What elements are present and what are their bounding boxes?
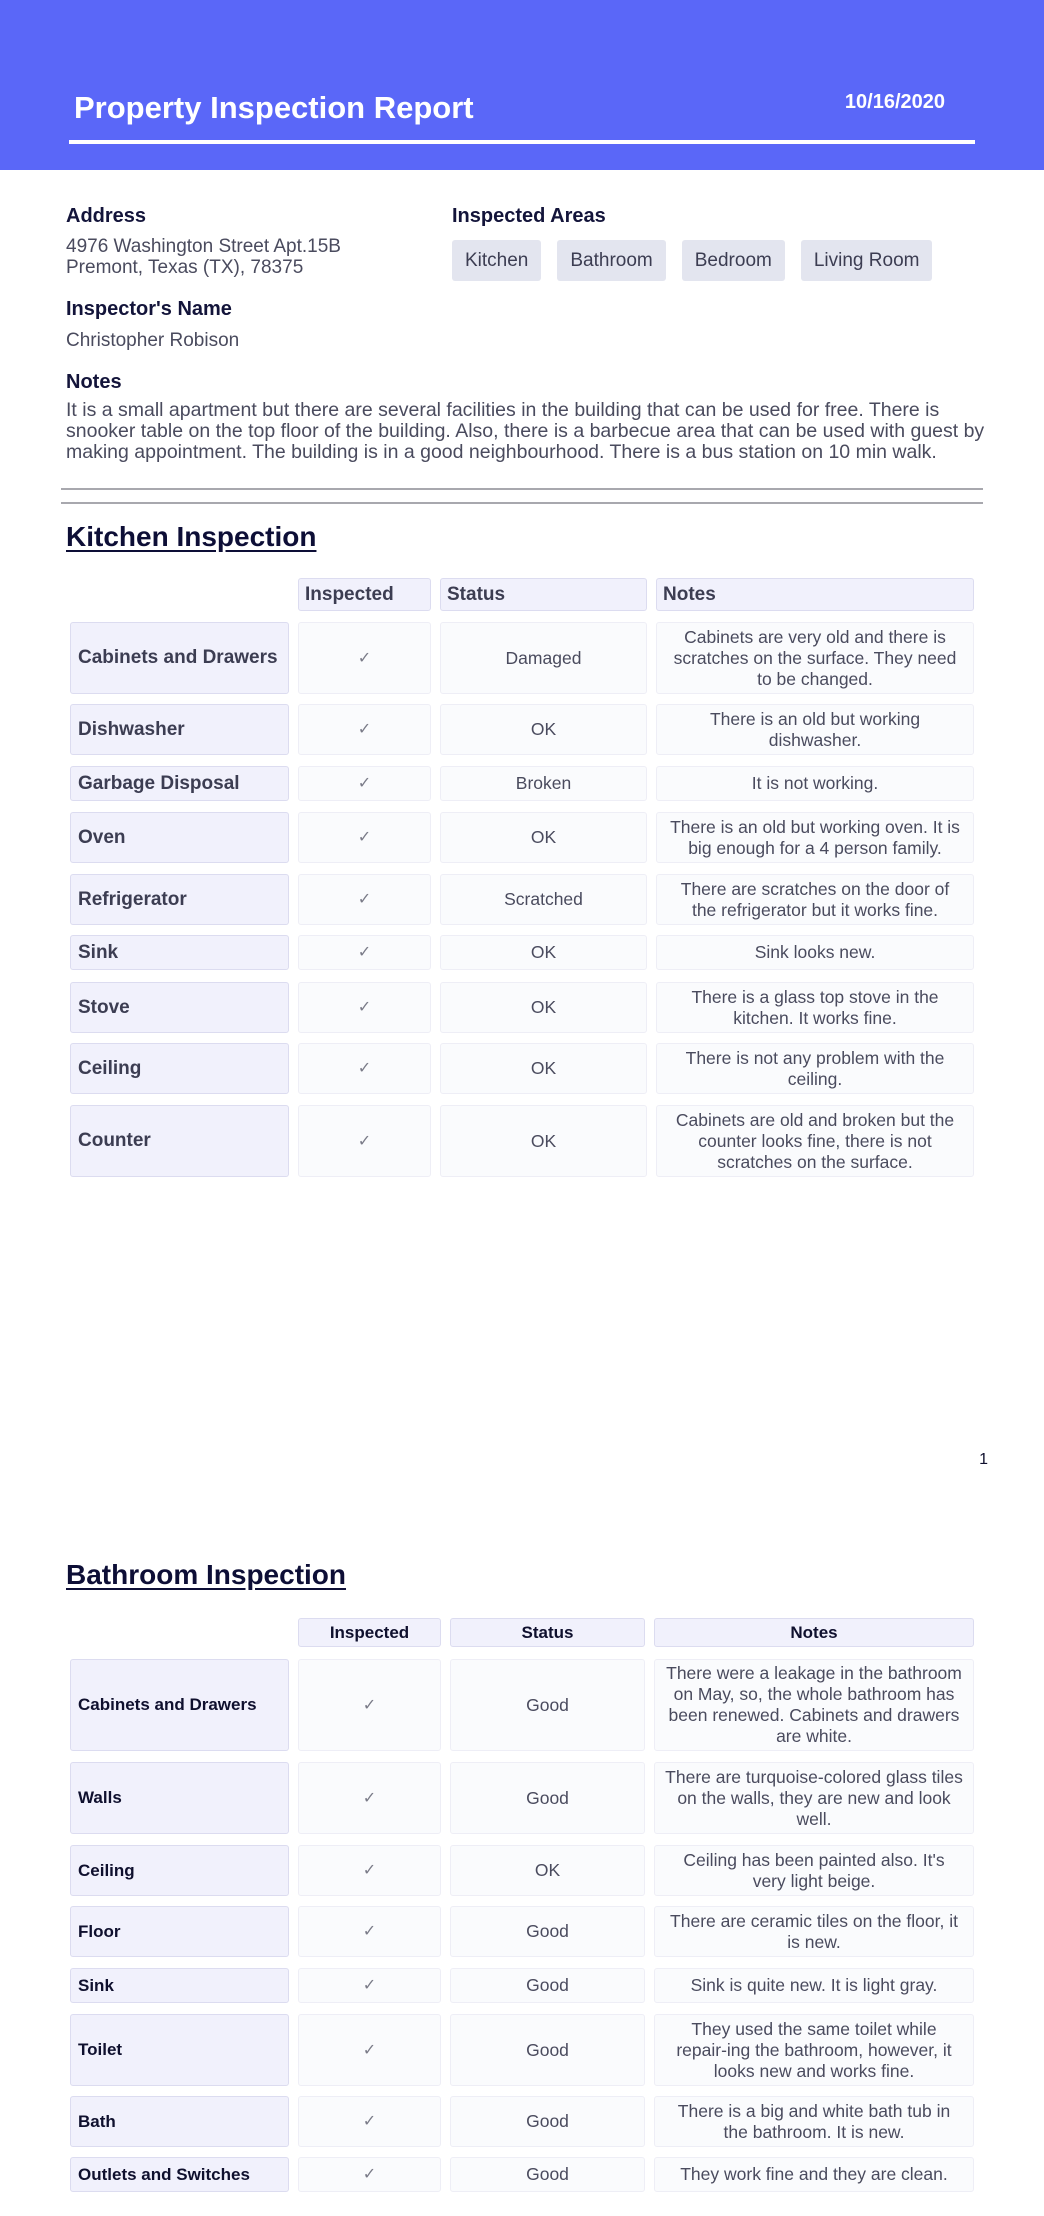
kitchen-row-inspected <box>298 982 431 1033</box>
kitchen-row-item: Dishwasher <box>70 704 289 755</box>
bathroom-row-inspected <box>298 1762 441 1834</box>
kitchen-row-notes: There are scratches on the door of the refrigerator but it works fine. <box>656 874 974 925</box>
bathroom-col-inspected: Inspected <box>298 1618 441 1647</box>
check-icon: ✓ <box>357 775 372 792</box>
header-divider <box>69 140 975 144</box>
kitchen-row-status: Damaged <box>440 622 647 694</box>
kitchen-row-status: Broken <box>440 766 647 801</box>
kitchen-row-notes: There is not any problem with the ceiling. <box>656 1043 974 1094</box>
bathroom-row-notes: There were a leakage in the bathroom on May, so, the whole bathroom has been renewed. Cabinets and drawers are white. <box>654 1659 974 1751</box>
bathroom-row-item: Outlets and Switches <box>70 2157 289 2192</box>
bathroom-row-item: Cabinets and Drawers <box>70 1659 289 1751</box>
inspector-name: Christopher Robison <box>66 330 240 351</box>
kitchen-col-inspected: Inspected <box>298 578 431 611</box>
kitchen-row-status: OK <box>440 935 647 970</box>
kitchen-row-status: Scratched <box>440 874 647 925</box>
kitchen-row-inspected <box>298 766 431 801</box>
bathroom-row-status: Good <box>450 2157 645 2192</box>
inspected-areas-label: Inspected Areas <box>452 205 606 227</box>
kitchen-row-item: Ceiling <box>70 1043 289 1094</box>
kitchen-row-item: Garbage Disposal <box>70 766 289 801</box>
bathroom-row-notes: There are ceramic tiles on the floor, it is new. <box>654 1906 974 1957</box>
area-chip-bathroom: Bathroom <box>557 240 665 281</box>
bathroom-row-notes: They used the same toilet while repair-ing the bathroom, however, it looks new and works fine. <box>654 2014 974 2086</box>
address-line-1: 4976 Washington Street Apt.15B <box>66 236 341 257</box>
check-icon: ✓ <box>357 829 372 846</box>
bathroom-row-inspected <box>298 2157 441 2192</box>
kitchen-row-inspected <box>298 874 431 925</box>
kitchen-inspection-title: Kitchen Inspection <box>66 521 317 552</box>
area-chip-kitchen: Kitchen <box>452 240 541 281</box>
bathroom-row-inspected <box>298 2014 441 2086</box>
kitchen-row-status: OK <box>440 812 647 863</box>
bathroom-col-status: Status <box>450 1618 645 1647</box>
check-icon: ✓ <box>357 649 372 667</box>
check-icon: ✓ <box>357 721 372 738</box>
address-label: Address <box>66 205 147 227</box>
bathroom-row-inspected <box>298 2096 441 2147</box>
check-icon: ✓ <box>362 1923 377 1940</box>
bathroom-row-item: Toilet <box>70 2014 289 2086</box>
check-icon: ✓ <box>357 891 372 908</box>
bathroom-row-status: Good <box>450 2014 645 2086</box>
kitchen-row-item: Cabinets and Drawers <box>70 622 289 694</box>
check-icon: ✓ <box>357 944 372 961</box>
bathroom-row-item: Floor <box>70 1906 289 1957</box>
kitchen-row-notes: Cabinets are old and broken but the counter looks fine, there is not scratches on the surface. <box>656 1105 974 1177</box>
kitchen-row-inspected <box>298 1043 431 1094</box>
bathroom-row-status: OK <box>450 1845 645 1896</box>
kitchen-row-item: Refrigerator <box>70 874 289 925</box>
section-divider <box>61 502 983 504</box>
check-icon: ✓ <box>362 1789 377 1807</box>
check-icon: ✓ <box>362 1977 377 1994</box>
inspector-section <box>66 298 239 351</box>
kitchen-row-status: OK <box>440 704 647 755</box>
area-chip-bedroom: Bedroom <box>682 240 785 281</box>
check-icon: ✓ <box>357 1132 372 1150</box>
inspected-areas-section <box>452 205 1012 281</box>
bathroom-row-status: Good <box>450 2096 645 2147</box>
inspected-areas-chips <box>452 240 1012 281</box>
notes-text: It is a small apartment but there are several facilities in the building that can be used for free. There is snooker table on the top floor of the building. Also, there is a barbecue area that can be used with guest by making appointment. The building is in a good neighbourhood. There is a bus station on 10 min walk. <box>66 399 985 463</box>
bathroom-row-notes: There are turquoise-colored glass tiles on the walls, they are new and look well. <box>654 1762 974 1834</box>
bathroom-row-notes: They work fine and they are clean. <box>654 2157 974 2192</box>
kitchen-row-inspected <box>298 704 431 755</box>
bathroom-row-status: Good <box>450 1968 645 2003</box>
check-icon: ✓ <box>357 1060 372 1077</box>
bathroom-col-notes: Notes <box>654 1618 974 1647</box>
address-line-2: Premont, Texas (TX), 78375 <box>66 257 304 278</box>
report-date: 10/16/2020 <box>844 91 945 113</box>
notes-section <box>66 371 986 463</box>
kitchen-row-item: Counter <box>70 1105 289 1177</box>
kitchen-row-item: Stove <box>70 982 289 1033</box>
kitchen-row-inspected <box>298 622 431 694</box>
check-icon: ✓ <box>362 2113 377 2130</box>
bathroom-row-inspected <box>298 1659 441 1751</box>
report-header <box>0 0 1044 170</box>
check-icon: ✓ <box>362 1862 377 1879</box>
kitchen-row-status: OK <box>440 1043 647 1094</box>
kitchen-row-notes: There is an old but working oven. It is big enough for a 4 person family. <box>656 812 974 863</box>
bathroom-row-notes: Ceiling has been painted also. It's very light beige. <box>654 1845 974 1896</box>
bathroom-row-inspected <box>298 1906 441 1957</box>
bathroom-row-notes: Sink is quite new. It is light gray. <box>654 1968 974 2003</box>
bathroom-row-status: Good <box>450 1906 645 1957</box>
kitchen-row-notes: It is not working. <box>656 766 974 801</box>
bathroom-row-item: Walls <box>70 1762 289 1834</box>
bathroom-row-item: Bath <box>70 2096 289 2147</box>
bathroom-row-notes: There is a big and white bath tub in the bathroom. It is new. <box>654 2096 974 2147</box>
bathroom-row-status: Good <box>450 1762 645 1834</box>
inspector-label: Inspector's Name <box>66 298 232 320</box>
bathroom-row-item: Ceiling <box>70 1845 289 1896</box>
kitchen-row-inspected <box>298 812 431 863</box>
check-icon: ✓ <box>362 2041 377 2059</box>
area-chip-living-room: Living Room <box>801 240 933 281</box>
notes-label: Notes <box>66 371 122 393</box>
kitchen-row-notes: There is an old but working dishwasher. <box>656 704 974 755</box>
kitchen-row-status: OK <box>440 982 647 1033</box>
address-section <box>66 205 446 278</box>
kitchen-row-item: Oven <box>70 812 289 863</box>
kitchen-row-notes: Cabinets are very old and there is scratches on the surface. They need to be changed. <box>656 622 974 694</box>
report-title: Property Inspection Report <box>74 90 474 125</box>
kitchen-row-notes: There is a glass top stove in the kitchen. It works fine. <box>656 982 974 1033</box>
bathroom-row-inspected <box>298 1968 441 2003</box>
page-number: 1 <box>979 1451 988 1468</box>
bathroom-row-inspected <box>298 1845 441 1896</box>
bathroom-inspection-title: Bathroom Inspection <box>66 1559 347 1590</box>
kitchen-col-notes: Notes <box>656 578 974 611</box>
kitchen-col-status: Status <box>440 578 647 611</box>
bathroom-row-item: Sink <box>70 1968 289 2003</box>
kitchen-row-item: Sink <box>70 935 289 970</box>
check-icon: ✓ <box>362 1696 377 1714</box>
check-icon: ✓ <box>362 2166 377 2183</box>
kitchen-row-status: OK <box>440 1105 647 1177</box>
kitchen-row-notes: Sink looks new. <box>656 935 974 970</box>
bathroom-row-status: Good <box>450 1659 645 1751</box>
section-divider <box>61 488 983 490</box>
check-icon: ✓ <box>357 999 372 1016</box>
kitchen-row-inspected <box>298 935 431 970</box>
kitchen-row-inspected <box>298 1105 431 1177</box>
